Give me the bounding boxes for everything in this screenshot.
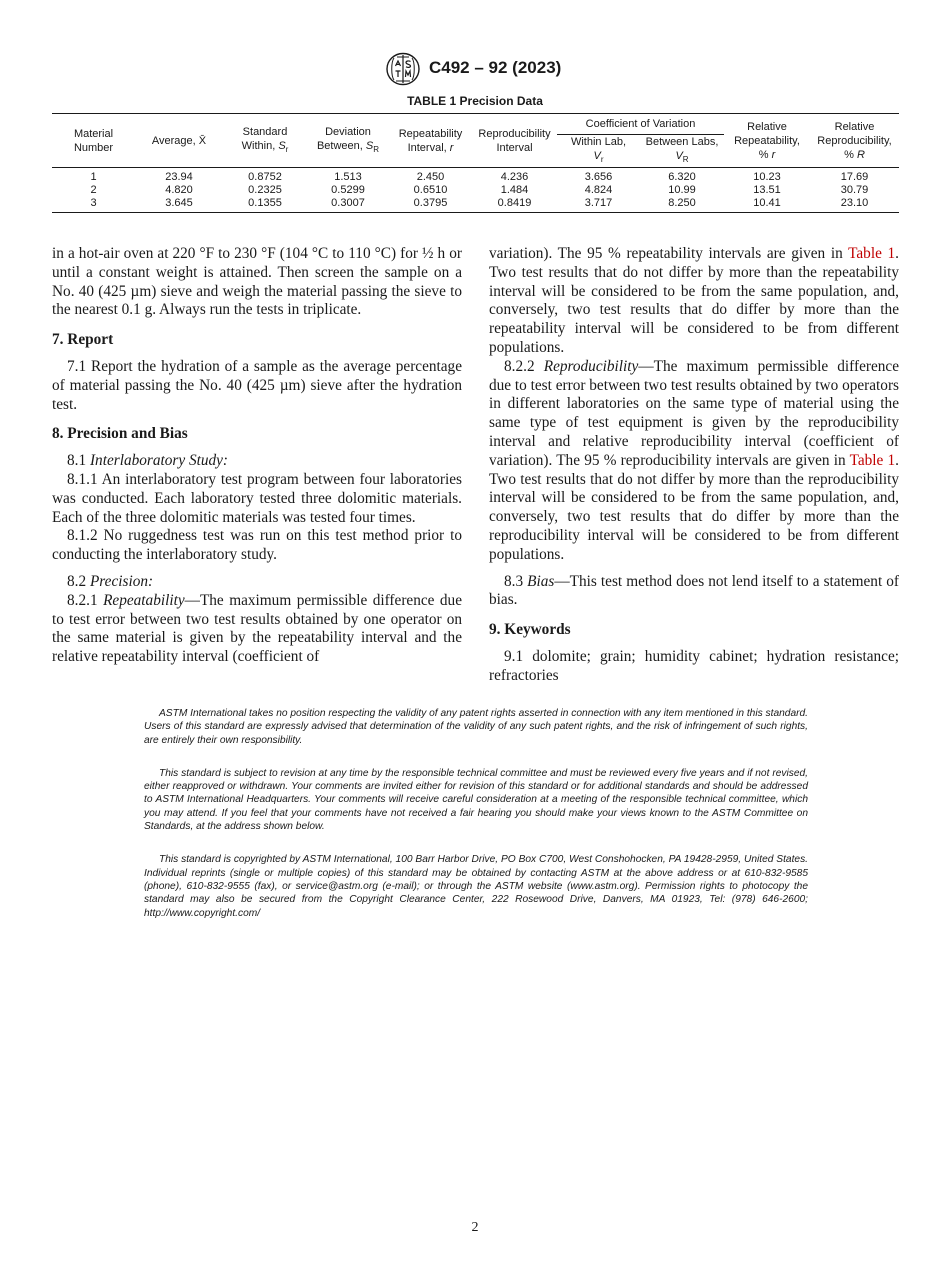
- table-cell: 30.79: [840, 184, 869, 197]
- table-cell: 0.6510: [413, 184, 448, 197]
- section-heading-keywords: 9. Keywords: [489, 621, 571, 639]
- paragraph-7-1: 7.1 Report the hydration of a sample as the average percentage of material passing the No. 40 (425 µm) sieve after the hydration test.: [52, 357, 462, 413]
- table-cell: 3.656: [584, 171, 613, 184]
- table-cell: 10.99: [668, 184, 696, 197]
- notice-patent: ASTM International takes no position respecting the validity of any patent rights asserted in connection with any item mentioned in this standard. Users of this standard are expressly advised that determination of the validity of any such patent rights, and the risk of infringement of such rights, are entirely their own responsibility.: [144, 708, 808, 746]
- header-standard-within: Standard Within, $S_r$: [223, 114, 307, 168]
- legal-notices: [144, 707, 808, 940]
- table-cell: 0.5299: [331, 184, 365, 197]
- table-cell: 8.250: [640, 197, 724, 213]
- table-cell: 10.41: [724, 197, 810, 213]
- section-heading-report: 7. Report: [52, 331, 114, 349]
- table-cell: 0.3007: [307, 197, 389, 213]
- table-cell: 1: [90, 171, 97, 184]
- table-cell: 1.484: [500, 184, 529, 197]
- header-relative-reproducibility: Relative Reproducibility, % R: [810, 114, 899, 168]
- document-designation: C492 – 92 (2023): [429, 58, 562, 77]
- table-cell: 6.320: [668, 171, 696, 184]
- table-cell: 4.824: [584, 184, 613, 197]
- table-row: [52, 184, 899, 197]
- paragraph-8-2: 8.2 Precision:: [67, 572, 154, 590]
- table-cell: 1.513: [334, 171, 362, 184]
- page-number: 2: [471, 1220, 479, 1235]
- astm-logo-icon: [385, 52, 421, 86]
- left-column: [52, 245, 462, 667]
- table-cell: 23.94: [165, 171, 193, 184]
- table-cell: 4.236: [500, 171, 529, 184]
- table-cell: 4.820: [165, 184, 193, 197]
- paragraph-9-1: 9.1 dolomite; grain; humidity cabinet; hydration resistance; refractories: [489, 647, 899, 684]
- notice-copyright: This standard is copyrighted by ASTM International, 100 Barr Harbor Drive, PO Box C700, West Conshohocken, PA 19428-2959, United States. Individual reprints (single or multiple copies) of this standard may be obtained by contacting ASTM at the above address or at 610-832-9585 (phone), 610-832-9555 (fax), or service@astm.org (e-mail); or through the ASTM website (www.astm.org). Permission rights to photocopy the standard may also be secured from the Copyright Clearance Center, 222 Rosewood Drive, Danvers, MA 01923, Tel: (978) 646-2600; http://www.copyright.com/: [144, 854, 808, 919]
- paragraph-8-2-1-continued: variation). The 95 % repeatability intervals are given in Table 1. Two test results that do not differ by more than the repeatability interval will be considered to be from the same population, and, conversely, two test results that do differ by more than the repeatability interval will be considered to be from different populations.: [489, 245, 899, 356]
- header-material-number: Material Number: [52, 114, 135, 168]
- header-between-labs: Between Labs, $V_R$: [640, 135, 724, 168]
- table-cell: 0.8419: [472, 197, 557, 213]
- table-cell: 23.10: [810, 197, 899, 213]
- precision-data-table: [52, 113, 899, 213]
- table-row: [52, 168, 899, 185]
- paragraph-8-3: 8.3 Bias—This test method does not lend itself to a statement of bias.: [489, 572, 899, 609]
- header-deviation-between: Deviation Between, $S_R$: [307, 114, 389, 168]
- table-row: [52, 197, 899, 213]
- header-relative-repeatability: Relative Repeatability, % r: [724, 114, 810, 168]
- table-cell: 17.69: [840, 171, 869, 184]
- table-cell: 3: [52, 197, 135, 213]
- header-reproducibility-interval: Reproducibility Interval: [472, 114, 557, 168]
- paragraph-8-1-2: 8.1.2 No ruggedness test was run on this test method prior to conducting the interlaboratory study.: [52, 527, 462, 564]
- section-heading-precision-bias: 8. Precision and Bias: [52, 425, 188, 443]
- table-cell: 3.717: [557, 197, 640, 213]
- table-1-link[interactable]: Table 1: [849, 451, 896, 469]
- paragraph-8-1-1: 8.1.1 An interlaboratory test program between four laboratories was conducted. Each laboratory tested three dolomitic materials. Each of the three dolomitic materials was tested four times.: [52, 470, 462, 526]
- table-cell: 0.2325: [248, 184, 282, 197]
- table-cell: 2: [90, 184, 97, 197]
- table-cell: 3.645: [135, 197, 223, 213]
- header-average: Average, X̄: [135, 114, 223, 168]
- header-within-lab: Within Lab, $V_r$: [557, 135, 640, 168]
- table-1-link[interactable]: Table 1: [848, 245, 896, 262]
- table-cell: 0.8752: [248, 171, 282, 184]
- paragraph-drying-continued: in a hot-air oven at 220 °F to 230 °F (104 °C to 110 °C) for ½ h or until a constant weight is attained. Then screen the sample on a No. 40 (425 µm) sieve and weigh the material passing the sieve to the nearest 0.1 g. Always run the tests in triplicate.: [52, 245, 462, 319]
- paragraph-8-1: 8.1 Interlaboratory Study:: [67, 452, 229, 470]
- table-cell: 13.51: [753, 184, 781, 197]
- page-header: [0, 52, 950, 86]
- table-cell: 2.450: [416, 171, 445, 184]
- notice-revision: This standard is subject to revision at any time by the responsible technical committee and must be reviewed every five years and if not revised, either reapproved or withdrawn. Your comments are invited either for revision of this standard or for additional standards and should be addressed to ASTM International Headquarters. Your comments will receive careful consideration at a meeting of the responsible technical committee, which you may attend. If you feel that your comments have not received a fair hearing you should make your views known to the ASTM Committee on Standards, at the address shown below.: [144, 767, 808, 833]
- table-cell: 0.3795: [389, 197, 472, 213]
- right-column: [489, 245, 899, 686]
- table-cell: 10.23: [753, 171, 781, 184]
- table-cell: 0.1355: [223, 197, 307, 213]
- paragraph-8-2-1: 8.2.1 Repeatability—The maximum permissible difference due to test error between two test results obtained by one operator on the same material is given by the repeatability interval and the relative repeatability interval (coefficient of: [52, 591, 462, 666]
- header-repeatability-interval: Repeatability Interval, r: [389, 114, 472, 168]
- paragraph-8-2-2: 8.2.2 Reproducibility—The maximum permissible difference due to test error between two test results obtained by two operators in different laboratories on the same type of material using the same type of test equipment is given by the reproducibility interval and relative reproducibility interval (coefficient of variation). The 95 % reproducibility intervals are given in Table 1. Two test results that do not differ by more than the reproducibility interval will be considered to be from the same population, and, conversely, two test results that do differ by more than the reproducibility interval will be considered to be from different populations.: [489, 357, 899, 563]
- table-title: TABLE 1 Precision Data: [407, 94, 543, 108]
- header-coefficient-of-variation: Coefficient of Variation: [557, 114, 724, 135]
